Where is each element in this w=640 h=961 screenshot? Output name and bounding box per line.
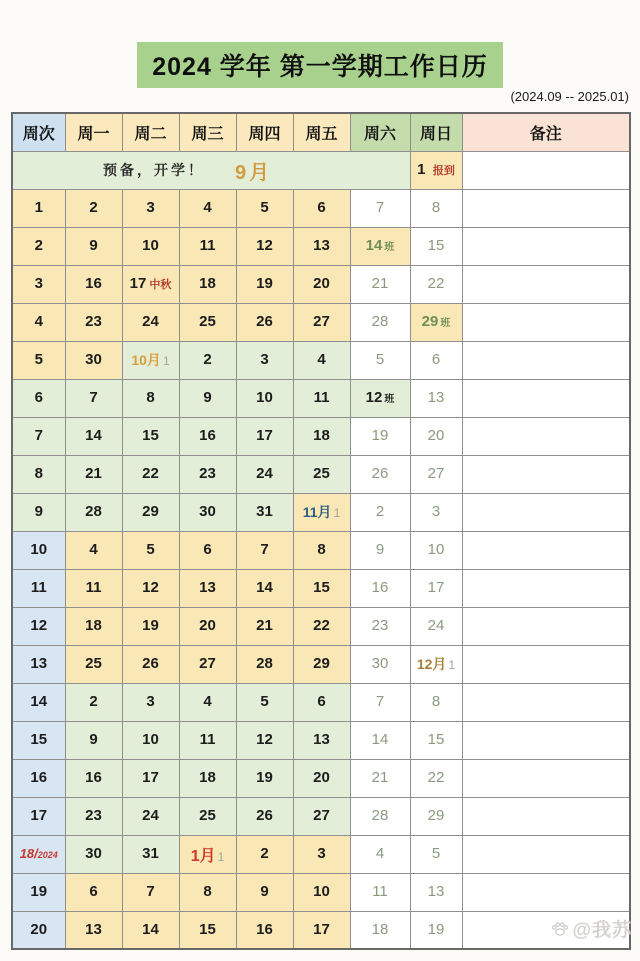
day-cell: 17: [410, 569, 462, 607]
week-row: [12, 493, 630, 531]
day-cell: 9: [179, 379, 236, 417]
week-number-cell: 3: [12, 265, 65, 303]
week-number-cell: 4: [12, 303, 65, 341]
day-cell: 5: [236, 683, 293, 721]
day-cell: 13: [410, 379, 462, 417]
remark-cell: [462, 645, 630, 683]
day-cell: 8: [410, 189, 462, 227]
day-cell: 2: [350, 493, 410, 531]
day-cell: 11: [179, 227, 236, 265]
day-cell: 27: [293, 303, 350, 341]
day-cell: 30: [179, 493, 236, 531]
week-row: [12, 607, 630, 645]
remark-cell: [462, 417, 630, 455]
day-cell: 28: [350, 797, 410, 835]
day-cell: 16: [236, 911, 293, 949]
day-cell: 13: [179, 569, 236, 607]
week-number-cell: 12: [12, 607, 65, 645]
col-header-sat: 周六: [350, 113, 410, 151]
remark-cell: [462, 151, 630, 189]
day-cell: 15: [293, 569, 350, 607]
remark-cell: [462, 797, 630, 835]
day-cell: 18: [179, 759, 236, 797]
remark-cell: [462, 759, 630, 797]
day-cell: 4: [179, 683, 236, 721]
day-cell: 10: [293, 873, 350, 911]
day-cell: 5: [122, 531, 179, 569]
day-cell: 30: [350, 645, 410, 683]
day-cell: 3: [122, 683, 179, 721]
day-cell: 8: [179, 873, 236, 911]
title-bar: [0, 42, 640, 88]
day-cell: 16: [65, 265, 122, 303]
week-number-cell: 7: [12, 417, 65, 455]
week-number-cell: 20: [12, 911, 65, 949]
day-cell: 22: [410, 759, 462, 797]
week-number-cell: 19: [12, 873, 65, 911]
day-cell: 2: [65, 189, 122, 227]
remark-cell: [462, 721, 630, 759]
day-cell: 6: [293, 189, 350, 227]
day-cell: 5: [236, 189, 293, 227]
week-number-cell: 15: [12, 721, 65, 759]
week-row: [12, 911, 630, 949]
day-cell: 25: [293, 455, 350, 493]
week-number-cell: 10: [12, 531, 65, 569]
day-cell: 4: [350, 835, 410, 873]
day-cell: 7: [350, 189, 410, 227]
day-cell: 7: [350, 683, 410, 721]
remark-cell: [462, 835, 630, 873]
remark-cell: [462, 227, 630, 265]
day-cell: 27: [179, 645, 236, 683]
week-row: [12, 265, 630, 303]
day-cell: 9: [350, 531, 410, 569]
day-cell: 11: [293, 379, 350, 417]
day-cell: 25: [65, 645, 122, 683]
day-cell: 16: [350, 569, 410, 607]
remark-cell: [462, 379, 630, 417]
col-header-remarks: 备注: [462, 113, 630, 151]
remark-cell: [462, 493, 630, 531]
registration-day-cell: [410, 151, 462, 189]
col-header-tue: 周二: [122, 113, 179, 151]
day-cell: 26: [122, 645, 179, 683]
day-cell: 13: [293, 721, 350, 759]
day-cell: 26: [350, 455, 410, 493]
day-cell: 10: [236, 379, 293, 417]
day-cell: 31: [122, 835, 179, 873]
remark-cell: [462, 265, 630, 303]
day-cell: 23: [65, 303, 122, 341]
day-cell: 9: [236, 873, 293, 911]
day-cell: 18: [293, 417, 350, 455]
day-cell: 21: [65, 455, 122, 493]
day-cell: 3: [122, 189, 179, 227]
day-cell: 29: [122, 493, 179, 531]
day-cell: 15: [122, 417, 179, 455]
month-label: 9月: [235, 161, 273, 184]
day-cell: 14: [122, 911, 179, 949]
day-cell: 16: [65, 759, 122, 797]
week-row: [12, 303, 630, 341]
day-cell: 26: [236, 797, 293, 835]
remark-cell: [462, 341, 630, 379]
september-banner: [12, 151, 410, 189]
day-cell: 2: [65, 683, 122, 721]
day-cell: 13: [410, 873, 462, 911]
remark-cell: [462, 607, 630, 645]
day-cell: 18: [179, 265, 236, 303]
day-cell: 15: [410, 721, 462, 759]
watermark: [551, 915, 632, 942]
remark-cell: [462, 683, 630, 721]
day-cell: 24: [122, 797, 179, 835]
day-cell: 2: [179, 341, 236, 379]
week-row: [12, 341, 630, 379]
day-cell: 8: [293, 531, 350, 569]
day-cell: 5: [350, 341, 410, 379]
day-cell: 29 班: [410, 303, 462, 341]
day-cell: 10: [122, 227, 179, 265]
day-cell: 5: [410, 835, 462, 873]
day-cell: 9: [65, 721, 122, 759]
day-cell: 18: [65, 607, 122, 645]
col-header-fri: 周五: [293, 113, 350, 151]
day-cell: 20: [293, 759, 350, 797]
day-cell: 15: [410, 227, 462, 265]
day-cell: 14: [350, 721, 410, 759]
remark-cell: [462, 455, 630, 493]
day-cell: 20: [410, 417, 462, 455]
day-cell: 24: [122, 303, 179, 341]
week-row: [12, 645, 630, 683]
week-row: [12, 759, 630, 797]
day-cell: 21: [236, 607, 293, 645]
day-cell: 28: [236, 645, 293, 683]
calendar-table: [11, 112, 631, 950]
day-cell: 17: [236, 417, 293, 455]
registration-note: 报到: [432, 165, 455, 177]
registration-day-number: 1: [417, 161, 426, 178]
day-cell: 14: [236, 569, 293, 607]
day-cell: 8: [122, 379, 179, 417]
week-row: [12, 873, 630, 911]
day-cell: 15: [179, 911, 236, 949]
day-cell: 23: [179, 455, 236, 493]
day-cell: 7: [122, 873, 179, 911]
day-cell: 12: [122, 569, 179, 607]
day-cell: 7: [236, 531, 293, 569]
header-row: [12, 113, 630, 151]
remark-cell: [462, 873, 630, 911]
week-number-cell: 14: [12, 683, 65, 721]
day-cell: 18: [350, 911, 410, 949]
day-cell: 1月 1: [179, 835, 236, 873]
week-number-cell: 16: [12, 759, 65, 797]
week-row: [12, 683, 630, 721]
day-cell: 22: [293, 607, 350, 645]
remark-cell: [462, 531, 630, 569]
day-cell: 27: [410, 455, 462, 493]
day-cell: 17 中秋: [122, 265, 179, 303]
page-title: 2024 学年 第一学期工作日历: [137, 42, 503, 88]
day-cell: 3: [410, 493, 462, 531]
week-number-cell: 5: [12, 341, 65, 379]
day-cell: 17: [293, 911, 350, 949]
day-cell: 29: [410, 797, 462, 835]
day-cell: 13: [293, 227, 350, 265]
day-cell: 4: [179, 189, 236, 227]
week-row: [12, 797, 630, 835]
day-cell: 12月 1: [410, 645, 462, 683]
day-cell: 20: [179, 607, 236, 645]
day-cell: 8: [410, 683, 462, 721]
day-cell: 21: [350, 265, 410, 303]
day-cell: 6: [293, 683, 350, 721]
day-cell: 28: [65, 493, 122, 531]
day-cell: 4: [65, 531, 122, 569]
day-cell: 23: [350, 607, 410, 645]
week-number-cell: 1: [12, 189, 65, 227]
day-cell: 12: [236, 227, 293, 265]
day-cell: 6: [179, 531, 236, 569]
week-number-cell: 11: [12, 569, 65, 607]
day-cell: 4: [293, 341, 350, 379]
remark-cell: [462, 569, 630, 607]
day-cell: 12: [236, 721, 293, 759]
day-cell: 25: [179, 797, 236, 835]
day-cell: 12 班: [350, 379, 410, 417]
week-number-cell: 18/2024: [12, 835, 65, 873]
week-number-cell: 13: [12, 645, 65, 683]
day-cell: 21: [350, 759, 410, 797]
week-row: [12, 455, 630, 493]
week-number-cell: 6: [12, 379, 65, 417]
day-cell: 3: [236, 341, 293, 379]
day-cell: 14 班: [350, 227, 410, 265]
week-row: [12, 189, 630, 227]
paw-icon: [551, 920, 569, 937]
day-cell: 19: [236, 759, 293, 797]
day-cell: 19: [410, 911, 462, 949]
week-row: [12, 721, 630, 759]
week-row: [12, 227, 630, 265]
week-row: [12, 417, 630, 455]
week-number-cell: 9: [12, 493, 65, 531]
col-header-sun: 周日: [410, 113, 462, 151]
day-cell: 11: [65, 569, 122, 607]
day-cell: 19: [350, 417, 410, 455]
remark-cell: [462, 189, 630, 227]
day-cell: 11: [350, 873, 410, 911]
day-cell: 14: [65, 417, 122, 455]
week-row: [12, 531, 630, 569]
day-cell: 29: [293, 645, 350, 683]
day-cell: 6: [410, 341, 462, 379]
day-cell: 22: [410, 265, 462, 303]
semester-start-note: 预备，开学！: [103, 162, 205, 178]
remark-cell: [462, 303, 630, 341]
day-cell: 27: [293, 797, 350, 835]
day-cell: 24: [236, 455, 293, 493]
day-cell: 19: [122, 607, 179, 645]
week-row: [12, 569, 630, 607]
week-row: [12, 379, 630, 417]
day-cell: 3: [293, 835, 350, 873]
day-cell: 23: [65, 797, 122, 835]
day-cell: 10: [410, 531, 462, 569]
col-header-thu: 周四: [236, 113, 293, 151]
day-cell: 2: [236, 835, 293, 873]
week-number-cell: 17: [12, 797, 65, 835]
col-header-mon: 周一: [65, 113, 122, 151]
day-cell: 7: [65, 379, 122, 417]
day-cell: 30: [65, 341, 122, 379]
day-cell: 11月 1: [293, 493, 350, 531]
col-header-week: 周次: [12, 113, 65, 151]
day-cell: 10月 1: [122, 341, 179, 379]
day-cell: 30: [65, 835, 122, 873]
day-cell: 19: [236, 265, 293, 303]
week-number-cell: 2: [12, 227, 65, 265]
day-cell: 24: [410, 607, 462, 645]
day-cell: 25: [179, 303, 236, 341]
day-cell: 9: [65, 227, 122, 265]
day-cell: 31: [236, 493, 293, 531]
col-header-wed: 周三: [179, 113, 236, 151]
day-cell: 16: [179, 417, 236, 455]
week-row: [12, 835, 630, 873]
month-row: [12, 151, 630, 189]
day-cell: 6: [65, 873, 122, 911]
day-cell: 20: [293, 265, 350, 303]
day-cell: 10: [122, 721, 179, 759]
day-cell: 11: [179, 721, 236, 759]
day-cell: 28: [350, 303, 410, 341]
day-cell: 17: [122, 759, 179, 797]
day-cell: 22: [122, 455, 179, 493]
date-range: (2024.09 -- 2025.01): [510, 89, 629, 104]
week-number-cell: 8: [12, 455, 65, 493]
day-cell: 26: [236, 303, 293, 341]
watermark-text: @我苏: [572, 920, 632, 941]
day-cell: 13: [65, 911, 122, 949]
